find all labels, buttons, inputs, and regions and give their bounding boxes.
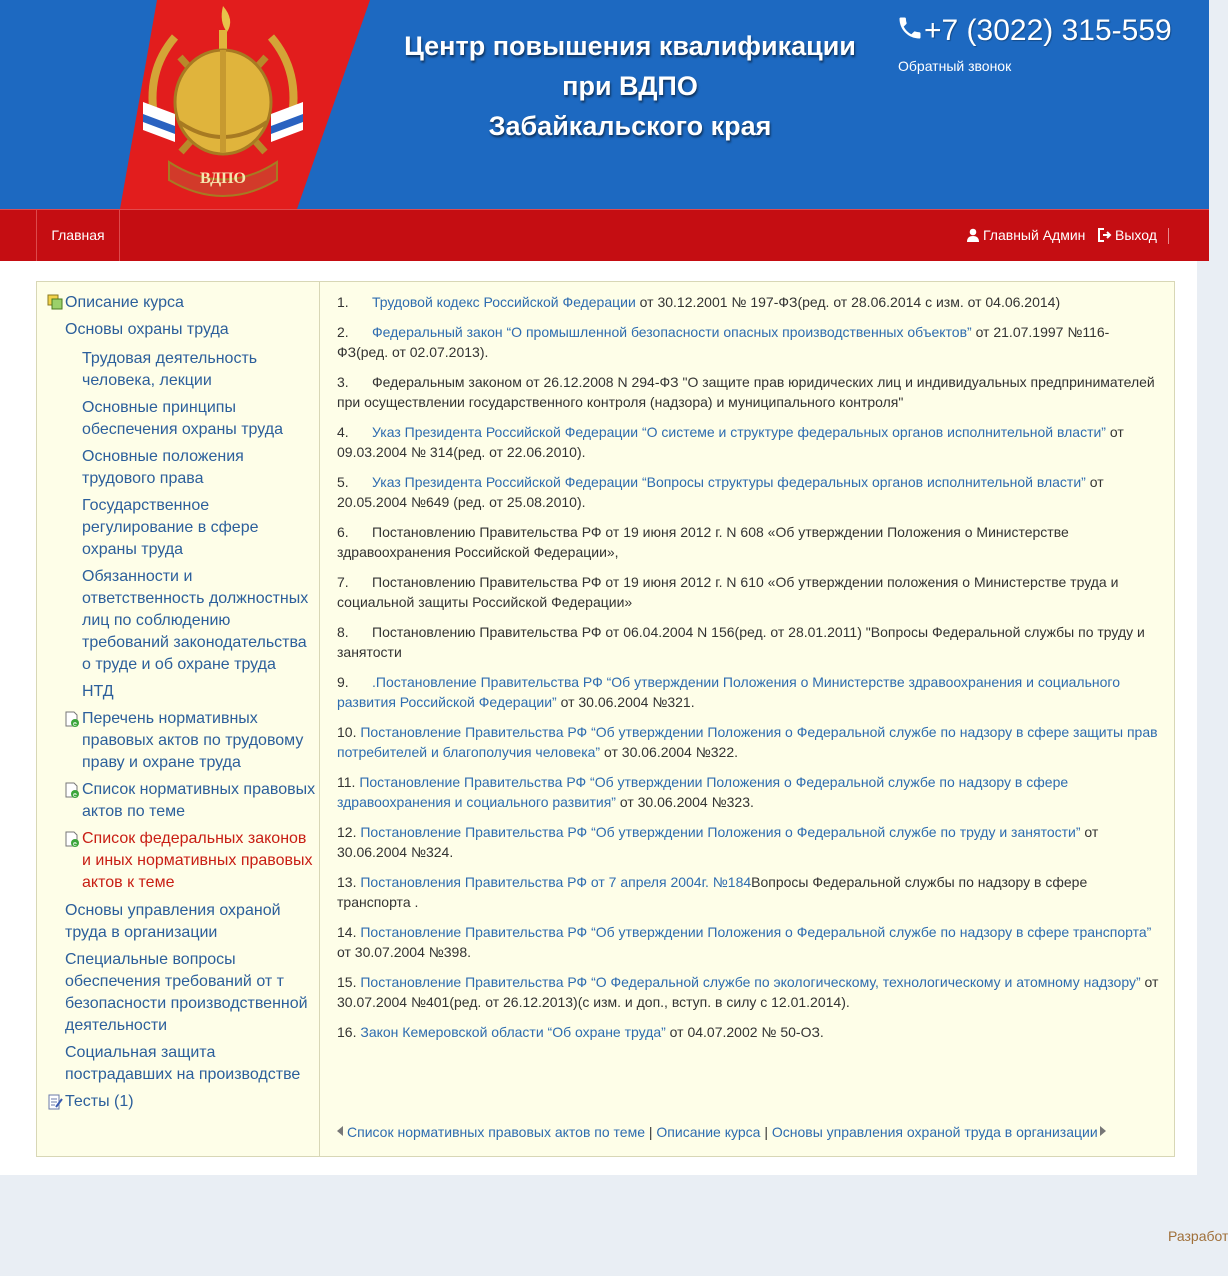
phone-icon xyxy=(896,14,924,42)
law-text: Вопросы Федеральной службы по надзору в сфере транспорта . xyxy=(337,874,1088,910)
law-number: 3. xyxy=(337,374,349,390)
logo-text: ВДПО xyxy=(200,170,246,187)
main-navbar xyxy=(0,209,1209,261)
law-number: 11. xyxy=(337,774,356,790)
sidebar-item-state-regulation[interactable]: Государственное регулирование в сфере охраны труда xyxy=(82,497,259,558)
law-item xyxy=(337,622,1159,662)
law-text: от 30.06.2004 №321. xyxy=(556,694,695,710)
law-link[interactable]: Указ Президента Российской Федерации “Вопросы структуры федеральных органов исполнительной власти” xyxy=(372,474,1086,490)
pager-up-link[interactable]: Описание курса xyxy=(656,1124,761,1140)
document-icon xyxy=(64,782,80,798)
law-number: 10. xyxy=(337,724,357,740)
footer-developer-text: Разработ xyxy=(1168,1228,1228,1244)
law-item xyxy=(337,922,1159,962)
law-item xyxy=(337,292,1159,312)
law-text: от 30.06.2004 №322. xyxy=(600,744,739,760)
site-title-line-3: Забайкальского края xyxy=(488,111,772,141)
content-area xyxy=(0,261,1197,1175)
law-text: от 21.07.1997 №116-ФЗ(ред. от 02.07.2013). xyxy=(337,324,1110,360)
course-panel xyxy=(36,281,1175,1157)
law-item xyxy=(337,522,1159,562)
law-text: от 04.07.2002 № 50-ОЗ. xyxy=(665,1024,824,1040)
nav-user-label: Главный Админ xyxy=(983,227,1086,243)
law-text: от 20.05.2004 №649 (ред. от 25.08.2010). xyxy=(337,474,1104,510)
svg-text:e: e xyxy=(73,792,77,799)
site-title xyxy=(380,26,880,146)
pager-separator: | xyxy=(764,1124,768,1140)
law-item xyxy=(337,672,1159,712)
law-item xyxy=(337,472,1159,512)
law-link[interactable]: Постановления Правительства РФ от 7 апреля 2004г. №184 xyxy=(360,874,752,890)
sidebar-item-acts-list[interactable]: Перечень нормативных правовых актов по трудовому праву и охране труда xyxy=(82,710,304,771)
callback-link[interactable]: Обратный звонок xyxy=(898,58,1012,74)
sidebar-tests[interactable]: Тесты (1) xyxy=(65,1093,134,1110)
laws-list xyxy=(337,292,1159,1052)
law-item xyxy=(337,372,1159,412)
law-number: 8. xyxy=(337,624,349,640)
sidebar-item-responsibilities[interactable]: Обязанности и ответственность должностных лиц по соблюдению требований законодательства о труде и об охране труда xyxy=(82,568,309,673)
site-title-line-1: Центр повышения квалификации xyxy=(404,31,856,61)
document-icon xyxy=(64,711,80,727)
nav-logout-link[interactable] xyxy=(1097,210,1157,261)
nav-home-link[interactable]: Главная xyxy=(36,210,120,261)
site-title-line-2: при ВДПО xyxy=(562,71,698,101)
law-link[interactable]: Постановление Правительства РФ “Об утверждении Положения о Федеральной службе по надзору в сфере защиты прав потребителей и благополучия человека” xyxy=(337,724,1158,760)
law-number: 9. xyxy=(337,674,349,690)
law-text: Постановлению Правительства РФ от 06.04.2004 N 156(ред. от 28.01.2011) "Вопросы Федеральной службы по труду и занятости xyxy=(337,624,1145,660)
sidebar-course-description[interactable]: Описание курса xyxy=(65,294,184,311)
course-sidebar xyxy=(37,282,320,1156)
law-number: 12. xyxy=(337,824,357,840)
pager-next-link[interactable]: Основы управления охраной труда в организации xyxy=(771,1124,1098,1140)
phone-number-text: +7 (3022) 315-559 xyxy=(924,14,1172,47)
tests-icon xyxy=(47,1094,63,1110)
user-icon xyxy=(966,228,980,242)
sidebar-item-labor-law[interactable]: Основные положения трудового права xyxy=(82,448,244,487)
pager-separator: | xyxy=(648,1124,653,1140)
sidebar-section-basics[interactable]: Основы охраны труда xyxy=(65,321,229,338)
sidebar-item-labor-activity[interactable]: Трудовая деятельность человека, лекции xyxy=(82,350,258,389)
law-number: 13. xyxy=(337,874,357,890)
sidebar-item-federal-laws[interactable]: Список федеральных законов и иных нормативных правовых актов к теме xyxy=(82,830,313,891)
site-header xyxy=(0,0,1209,209)
sidebar-item-topic-acts[interactable]: Список нормативных правовых актов по теме xyxy=(82,781,316,820)
law-item xyxy=(337,722,1159,762)
law-item xyxy=(337,322,1159,362)
sidebar-section-management[interactable]: Основы управления охраной труда в организации xyxy=(65,902,281,941)
law-item xyxy=(337,972,1159,1012)
sidebar-section-special[interactable]: Специальные вопросы обеспечения требований от т безопасности производственной деятельности xyxy=(65,951,308,1034)
law-text: Постановлению Правительства РФ от 19 июня 2012 г. N 610 «Об утверждении положения о Министерстве труда и социальной защиты Российской Федерации» xyxy=(337,574,1119,610)
law-item xyxy=(337,872,1159,912)
course-pager xyxy=(337,1124,1106,1140)
law-item xyxy=(337,772,1159,812)
law-item xyxy=(337,822,1159,862)
course-tree-icon xyxy=(47,294,63,310)
prev-arrow-icon xyxy=(337,1126,343,1136)
law-item xyxy=(337,572,1159,612)
law-link[interactable]: Постановление Правительства РФ “Об утверждении Положения о Федеральной службе по надзору в сфере здравоохранения и социального развития” xyxy=(337,774,1069,810)
phone-number[interactable] xyxy=(896,14,1172,48)
law-number: 14. xyxy=(337,924,357,940)
law-number: 7. xyxy=(337,574,349,590)
law-number: 5. xyxy=(337,474,349,490)
next-arrow-icon xyxy=(1100,1126,1106,1136)
law-number: 4. xyxy=(337,424,349,440)
nav-divider xyxy=(1168,228,1169,244)
law-text: от 30.07.2004 №401(ред. от 26.12.2013)(с изм. и доп., вступ. в силу с 12.01.2014). xyxy=(337,974,1159,1010)
law-number: 16. xyxy=(337,1024,357,1040)
nav-user-link[interactable] xyxy=(966,210,1085,261)
svg-text:e: e xyxy=(73,841,77,848)
law-item xyxy=(337,1022,1159,1042)
nav-logout-label: Выход xyxy=(1115,227,1157,243)
law-link[interactable]: Трудовой кодекс Российской Федерации xyxy=(372,294,636,310)
vdpo-emblem-logo[interactable] xyxy=(135,2,311,198)
sidebar-item-ntd[interactable]: НТД xyxy=(82,683,114,700)
law-text: от 30.12.2001 № 197-ФЗ(ред. от 28.06.2014 с изм. от 04.06.2014) xyxy=(635,294,1061,310)
law-text: от 30.06.2004 №324. xyxy=(337,824,1099,860)
law-text: Федеральным законом от 26.12.2008 N 294-ФЗ "О защите прав юридических лиц и индивидуальных предпринимателей при осуществлении государственного контроля (надзора) и муниципального контроля" xyxy=(337,374,1155,410)
law-link[interactable]: Постановление Правительства РФ “О Федеральной службе по экологическому, технологическому и атомному надзору” xyxy=(360,974,1141,990)
law-number: 6. xyxy=(337,524,349,540)
law-item xyxy=(337,422,1159,462)
law-number: 15. xyxy=(337,974,357,990)
law-link[interactable]: .Постановление Правительства РФ “Об утверждении Положения о Министерстве здравоохранения и социального развития Российской Федерации” xyxy=(337,674,1120,710)
law-text: от 30.07.2004 №398. xyxy=(337,944,472,960)
law-link[interactable]: Закон Кемеровской области “Об охране труда” xyxy=(360,1024,666,1040)
law-link[interactable]: Федеральный закон “О промышленной безопасности опасных производственных объектов” xyxy=(372,324,972,340)
svg-text:e: e xyxy=(73,721,77,728)
law-link[interactable]: Постановление Правительства РФ “Об утверждении Положения о Федеральной службе по надзору в сфере транспорта” xyxy=(360,924,1152,940)
law-number: 2. xyxy=(337,324,349,340)
law-text: от 30.06.2004 №323. xyxy=(615,794,754,810)
pager-prev-link[interactable]: Список нормативных правовых актов по теме xyxy=(347,1124,645,1140)
document-icon xyxy=(64,831,80,847)
sidebar-section-social[interactable]: Социальная защита пострадавших на производстве xyxy=(65,1044,301,1083)
logout-icon xyxy=(1097,228,1112,242)
law-link[interactable]: Указ Президента Российской Федерации “О системе и структуре федеральных органов исполнительной власти” xyxy=(372,424,1106,440)
law-text: от 09.03.2004 № 314(ред. от 22.06.2010). xyxy=(337,424,1124,460)
sidebar-item-principles[interactable]: Основные принципы обеспечения охраны труда xyxy=(82,399,283,438)
law-link[interactable]: Постановление Правительства РФ “Об утверждении Положения о Федеральной службе по труду и занятости” xyxy=(360,824,1081,840)
law-text: Постановлению Правительства РФ от 19 июня 2012 г. N 608 «Об утверждении Положения о Министерстве здравоохранения Российской Федерации», xyxy=(337,524,1069,560)
law-number: 1. xyxy=(337,294,349,310)
